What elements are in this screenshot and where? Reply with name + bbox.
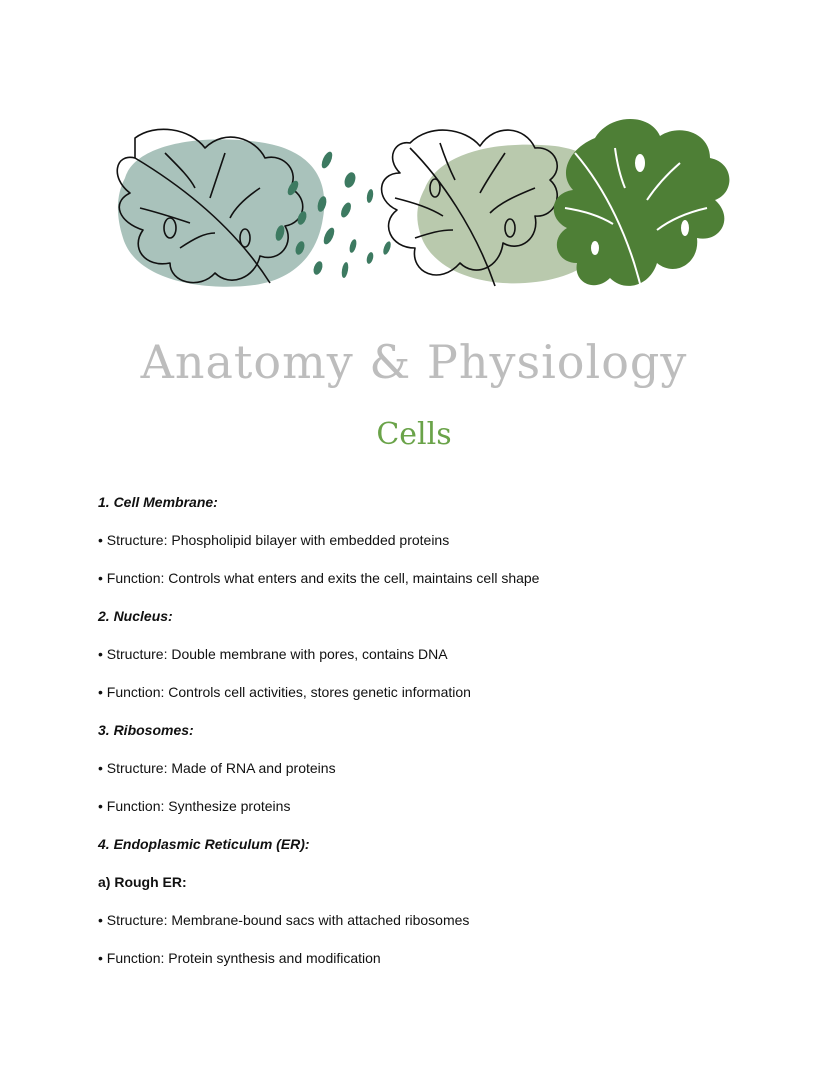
section-heading: 1. Cell Membrane: xyxy=(98,494,218,510)
bullet-item: • Structure: Double membrane with pores, contains DNA xyxy=(98,646,448,662)
page-subtitle: Cells xyxy=(376,417,452,452)
bullet-item: • Structure: Phospholipid bilayer with embedded proteins xyxy=(98,532,450,548)
section-heading: 3. Ribosomes: xyxy=(98,722,194,738)
section-heading: 2. Nucleus: xyxy=(98,608,173,624)
bullet-item: • Function: Synthesize proteins xyxy=(98,798,291,814)
bullet-item: • Function: Controls cell activities, stores genetic information xyxy=(98,684,471,700)
leaf-banner xyxy=(95,108,735,308)
bullet-item: • Function: Controls what enters and exits the cell, maintains cell shape xyxy=(98,570,540,586)
bullet-item: • Function: Protein synthesis and modification xyxy=(98,950,381,966)
teal-blob-shape xyxy=(118,139,324,286)
page-title: Anatomy & Physiology xyxy=(140,335,688,389)
subsection-heading: a) Rough ER: xyxy=(98,874,187,890)
bullet-item: • Structure: Membrane-bound sacs with attached ribosomes xyxy=(98,912,470,928)
notes-list xyxy=(98,488,758,982)
monstera-leaf-solid-icon xyxy=(554,119,730,296)
section-heading: 4. Endoplasmic Reticulum (ER): xyxy=(98,836,310,852)
bullet-item: • Structure: Made of RNA and proteins xyxy=(98,760,336,776)
